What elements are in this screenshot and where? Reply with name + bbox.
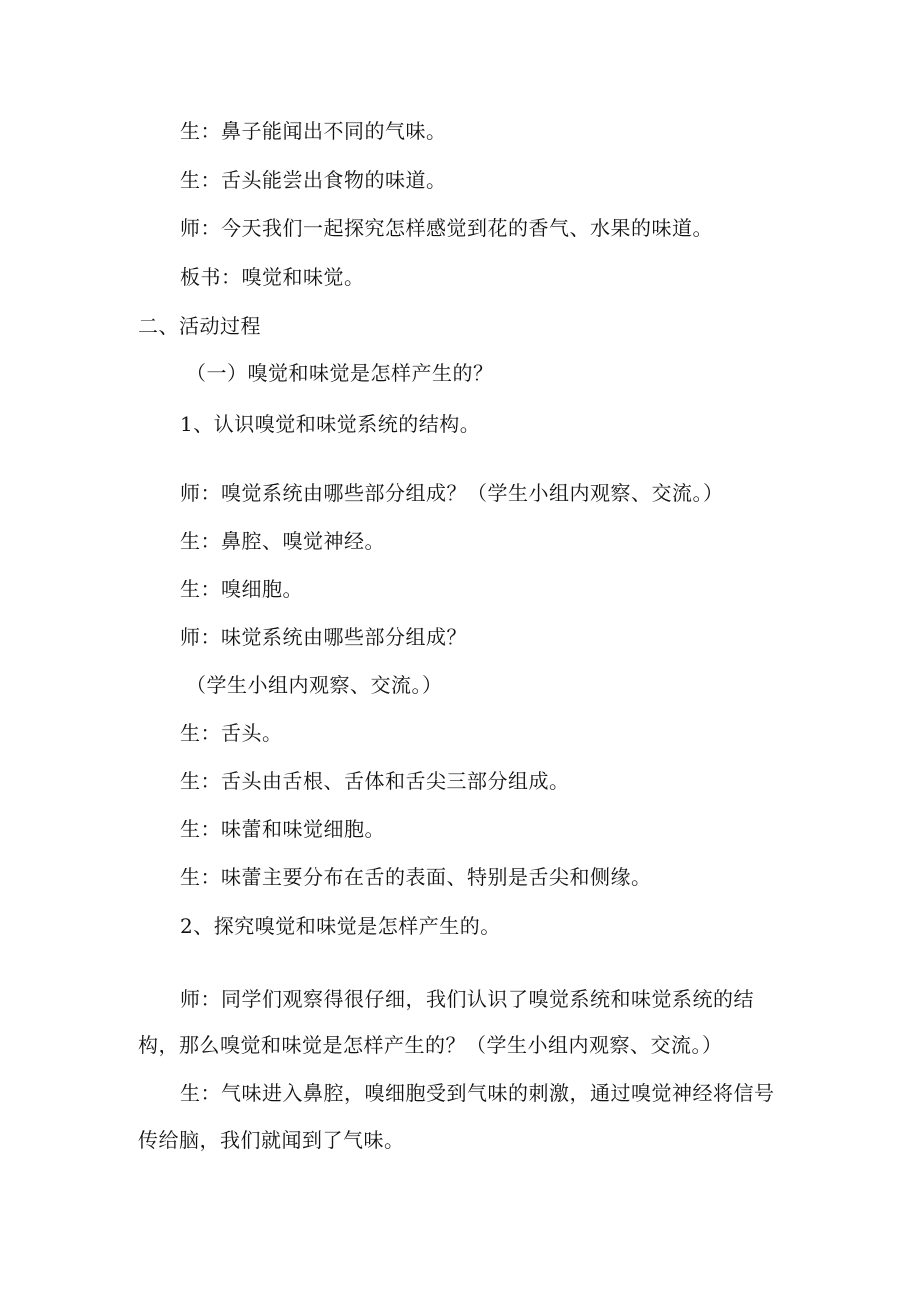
text-line-board-title: 板书：嗅觉和味觉。 <box>180 265 365 289</box>
text-line-student-cells: 生：嗅细胞。 <box>180 577 303 601</box>
text-line-teacher-gustatory: 师：味觉系统由哪些部分组成？ <box>180 625 467 649</box>
text-line-student-explain-2: 传给脑，我们就闻到了气味。 <box>138 1128 405 1152</box>
section-heading-activity: 二、活动过程 <box>138 314 261 338</box>
item-heading-1: 1、认识嗅觉和味觉系统的结构。 <box>180 412 481 436</box>
text-line-group-note: （学生小组内观察、交流。） <box>186 673 443 697</box>
text-line-student-tongue: 生：舌头能尝出食物的味道。 <box>180 168 447 192</box>
text-line-student-explain-1: 生：气味进入鼻腔，嗅细胞受到气味的刺激，通过嗅觉神经将信号 <box>180 1081 775 1105</box>
item-heading-2: 2、探究嗅觉和味觉是怎样产生的。 <box>180 914 501 938</box>
text-line-student-nasal: 生：鼻腔、嗅觉神经。 <box>180 529 385 553</box>
text-line-student-tongue-parts: 生：舌头由舌根、舌体和舌尖三部分组成。 <box>180 769 570 793</box>
subsection-heading-1: （一）嗅觉和味觉是怎样产生的？ <box>186 361 494 385</box>
text-line-teacher-summary-2: 构，那么嗅觉和味觉是怎样产生的？（学生小组内观察、交流。） <box>138 1033 723 1057</box>
text-line-teacher-summary-1: 师：同学们观察得很仔细，我们认识了嗅觉系统和味觉系统的结 <box>180 987 754 1011</box>
text-line-student-tongue-2: 生：舌头。 <box>180 721 283 745</box>
text-line-student-taste-buds: 生：味蕾和味觉细胞。 <box>180 817 385 841</box>
text-line-student-nose: 生：鼻子能闻出不同的气味。 <box>180 119 447 143</box>
text-line-teacher-intro: 师：今天我们一起探究怎样感觉到花的香气、水果的味道。 <box>180 216 713 240</box>
text-line-student-distribution: 生：味蕾主要分布在舌的表面、特别是舌尖和侧缘。 <box>180 865 652 889</box>
text-line-teacher-olfactory: 师：嗅觉系统由哪些部分组成？（学生小组内观察、交流。） <box>180 481 724 505</box>
